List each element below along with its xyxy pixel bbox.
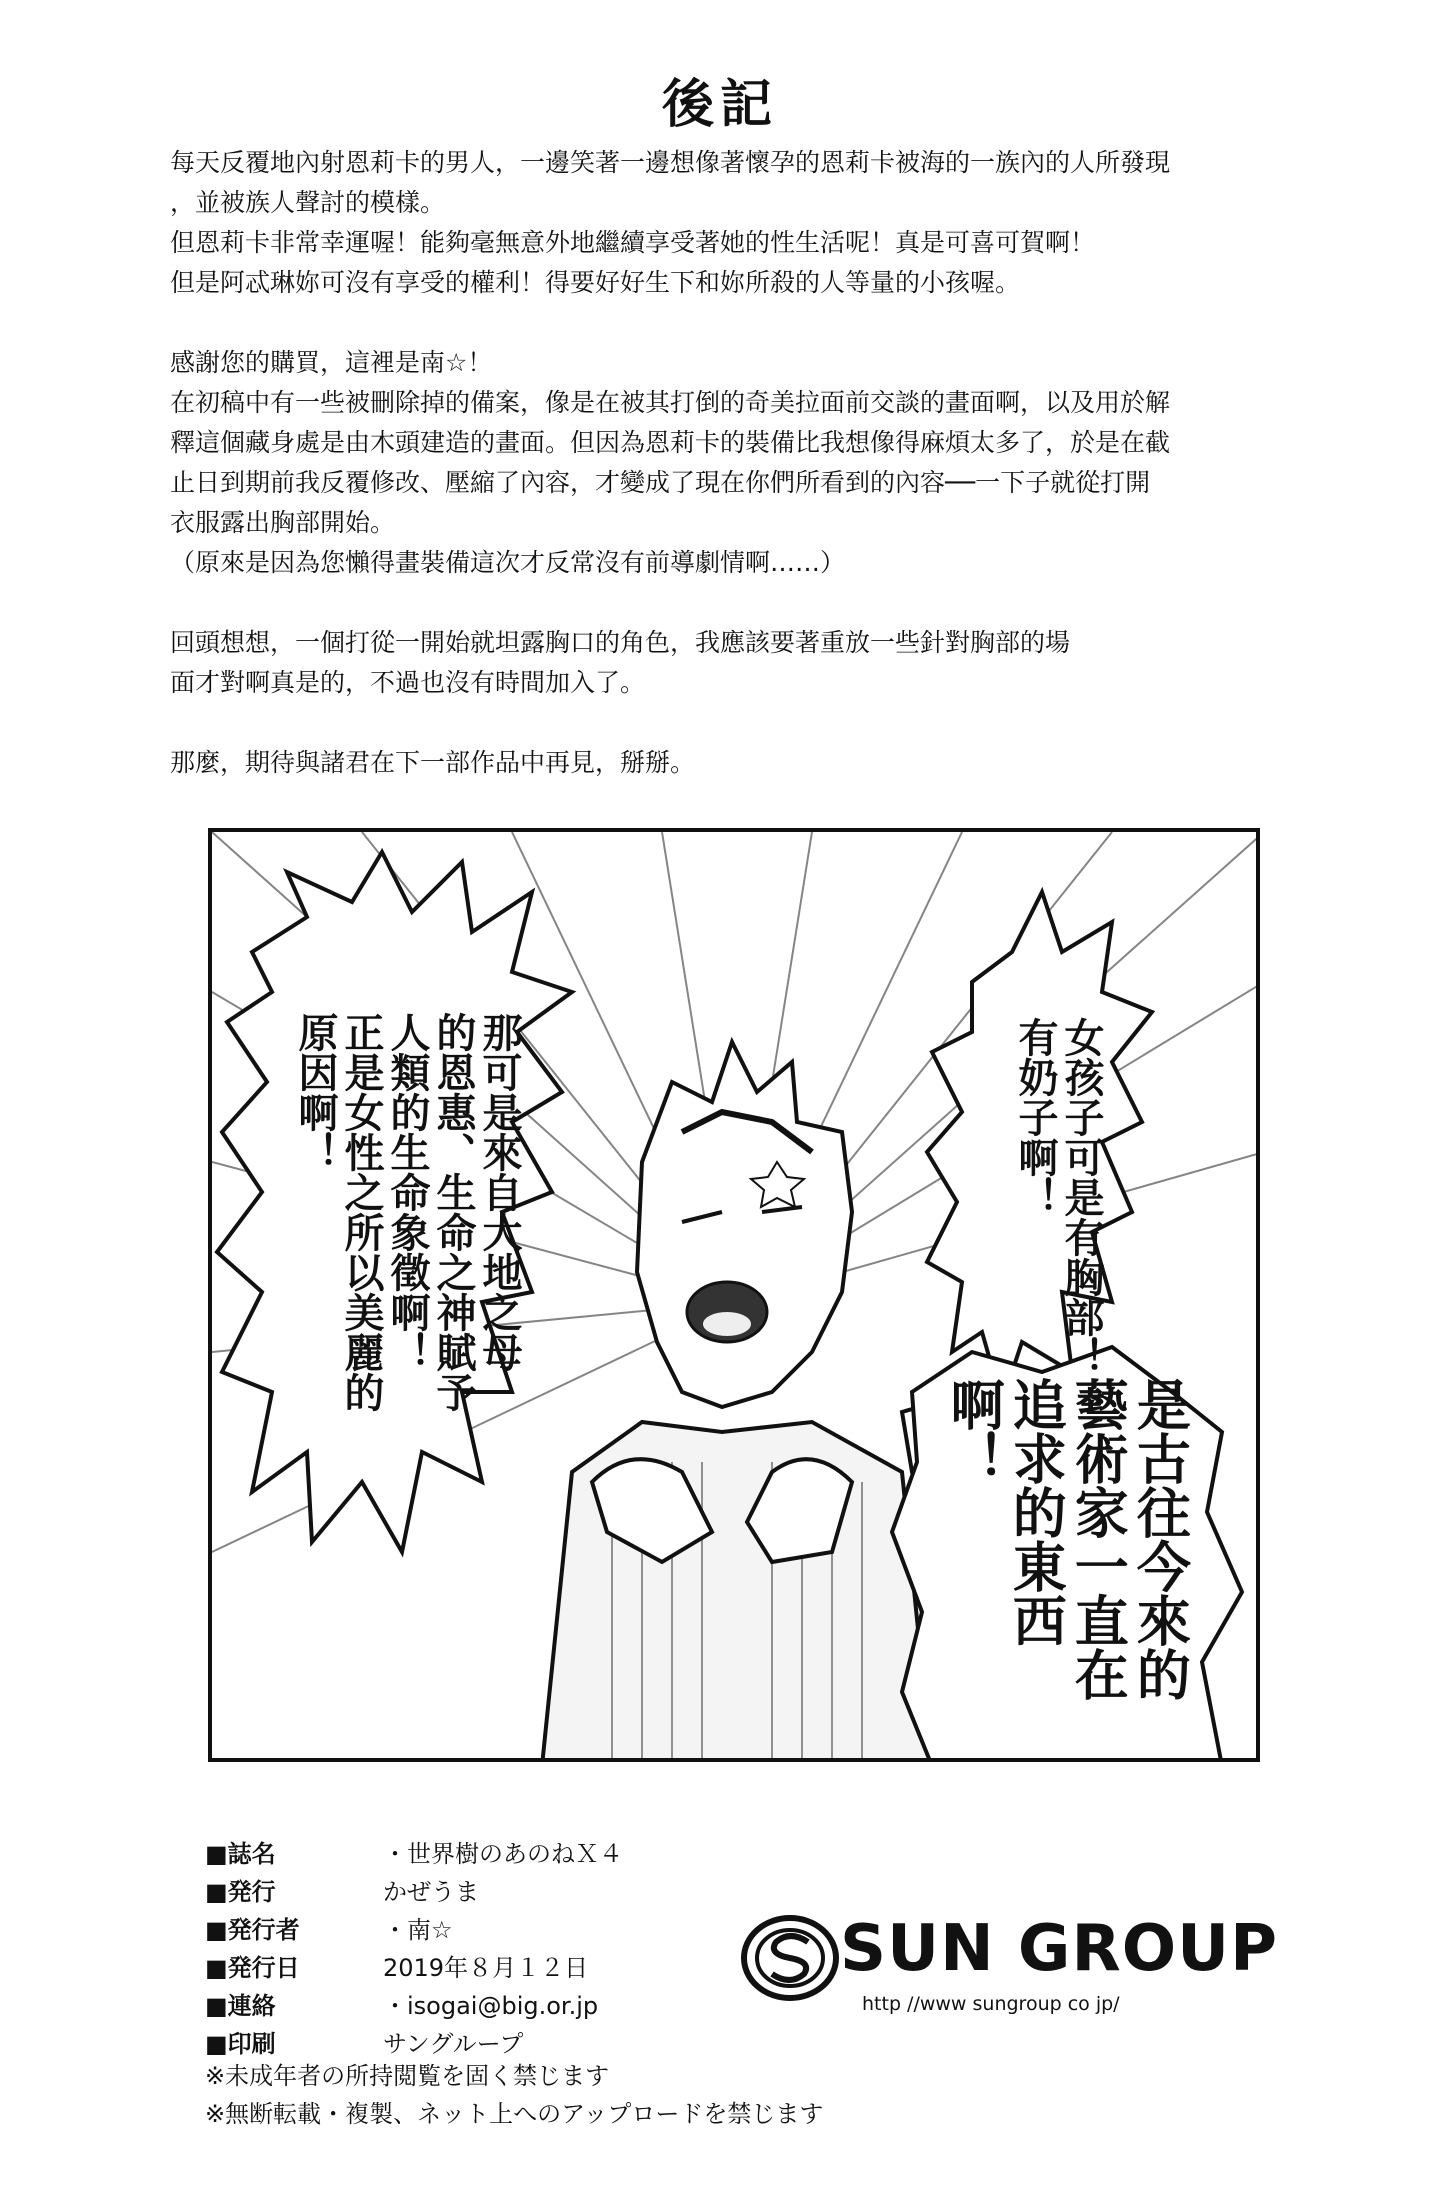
colophon-value: サングループ	[383, 2030, 524, 2058]
paragraph-line: 那麼，期待與諸君在下一部作品中再見，掰掰。	[170, 748, 696, 777]
comic-panel	[208, 828, 1260, 1762]
page-title: 後記	[661, 75, 778, 135]
colophon-row	[205, 1911, 785, 1949]
paragraph-line: 在初稿中有一些被刪除掉的備案，像是在被其打倒的奇美拉面前交談的畫面啊，以及用於解	[170, 388, 1171, 417]
bubble-line: 女孩子可是有胸部！	[1058, 1017, 1104, 1377]
bubble-line: 的恩惠、生命之神賦予	[430, 1012, 476, 1412]
logo-name: SUN GROUP	[840, 1912, 1278, 1986]
legal-notes	[205, 2057, 823, 2133]
paragraph-line: ，並被族人聲討的模樣。	[170, 188, 446, 217]
bubble-line: 那可是來自大地之母	[476, 1012, 522, 1372]
colophon-value: ・南☆	[383, 1916, 453, 1944]
note-line: ※無断転載・複製、ネット上へのアップロードを禁じます	[205, 2100, 824, 2128]
bubble-line: 追求的東西啊！	[942, 1377, 1068, 1647]
paragraph-line: 每天反覆地內射恩莉卡的男人，一邊笑著一邊想像著懷孕的恩莉卡被海的一族內的人所發現	[170, 148, 1171, 177]
colophon-key: ■連絡	[205, 1992, 276, 2020]
colophon-value: ・isogai@big.or.jp	[383, 1992, 599, 2020]
paragraph-line: 感謝您的購買，這裡是南☆！	[170, 348, 493, 377]
colophon-key: ■誌名	[205, 1840, 276, 1868]
bubble-line: 是古往今來的	[1128, 1377, 1192, 1701]
bubble-line: 正是女性之所以美麗的	[338, 1012, 384, 1412]
bubble-line: 藝術家一直在	[1066, 1377, 1130, 1701]
colophon-key: ■発行日	[205, 1954, 300, 1982]
speech-bubble-left	[292, 1012, 522, 1532]
colophon	[205, 1835, 785, 2063]
colophon-key: ■印刷	[205, 2030, 276, 2058]
bubble-line: 人類的生命象徵啊！	[384, 1012, 430, 1372]
paragraph-line: 止日到期前我反覆修改、壓縮了內容，才變成了現在你們所看到的內容──一下子就從打開	[170, 468, 1151, 497]
bubble-line: 原因啊！	[292, 1012, 338, 1172]
afterword-text	[170, 143, 1320, 783]
logo-url: http //www sungroup co jp/	[862, 1993, 1120, 2015]
colophon-row	[205, 1835, 785, 1873]
paragraph-line: （原來是因為您懶得畫裝備這次才反常沒有前導劇情啊……）	[170, 548, 846, 577]
colophon-row	[205, 1949, 785, 1987]
colophon-value: 2019年８月１２日	[383, 1954, 589, 1982]
colophon-value: ・世界樹のあのねＸ４	[383, 1840, 623, 1868]
colophon-key: ■発行	[205, 1878, 276, 1906]
paragraph-line: 但恩莉卡非常幸運喔！能夠毫無意外地繼續享受著她的性生活呢！真是可喜可賀啊！	[170, 228, 1096, 257]
note-line: ※未成年者の所持閲覧を固く禁じます	[205, 2062, 610, 2090]
colophon-key: ■発行者	[205, 1916, 300, 1944]
colophon-value: かぜうま	[383, 1878, 479, 1906]
paragraph-line: 回頭想想，一個打從一開始就坦露胸口的角色，我應該要著重放一些針對胸部的場	[170, 628, 1071, 657]
paragraph-line: 但是阿忒琳妳可沒有享受的權利！得要好好生下和妳所殺的人等量的小孩喔。	[170, 268, 1021, 297]
colophon-row	[205, 1873, 785, 1911]
speech-bubble-bottom	[942, 1377, 1190, 1747]
bubble-line: 有奶子啊！	[1012, 1017, 1058, 1217]
paragraph-line: 面才對啊真是的，不過也沒有時間加入了。	[170, 668, 646, 697]
colophon-row	[205, 1987, 785, 2025]
paragraph-line: 衣服露出胸部開始。	[170, 508, 396, 537]
paragraph-line: 釋這個藏身處是由木頭建造的畫面。但因為恩莉卡的裝備比我想像得麻煩太多了，於是在截	[170, 428, 1171, 457]
